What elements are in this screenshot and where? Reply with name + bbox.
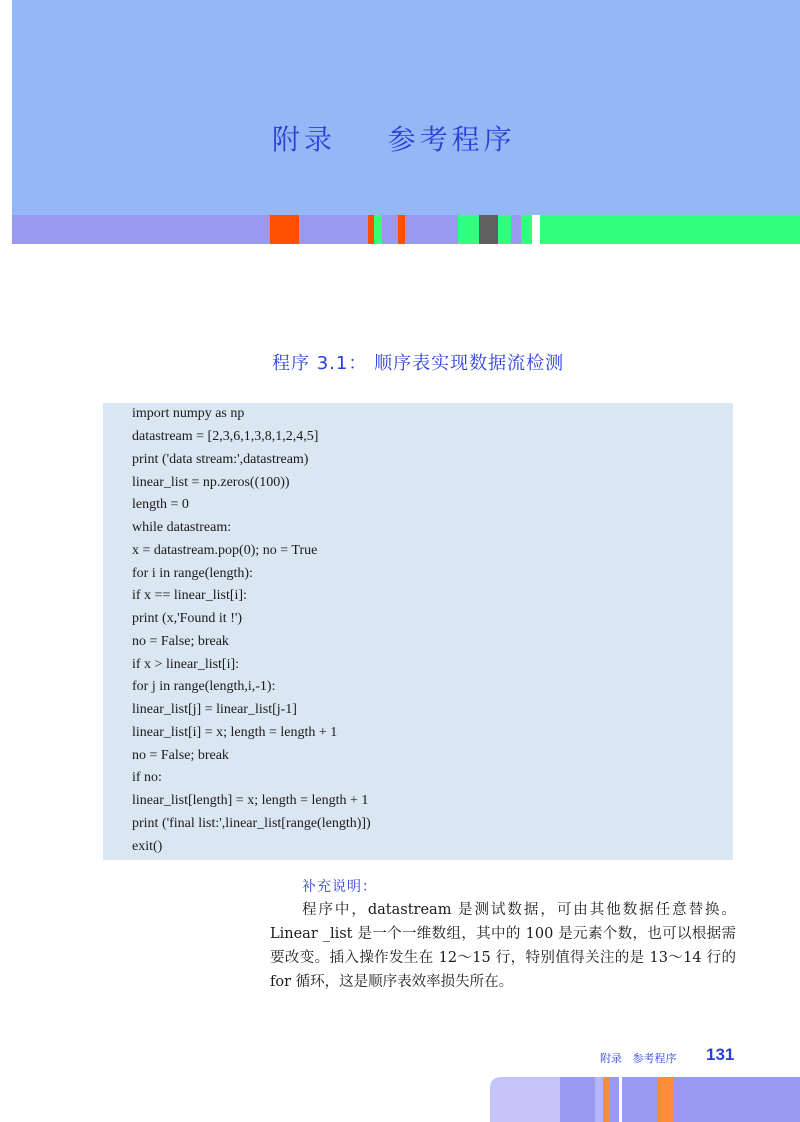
running-footer-label: 附录 参考程序 xyxy=(600,1052,677,1065)
stripe-segment xyxy=(299,215,368,244)
code-line: for i in range(length): xyxy=(118,566,253,581)
stripe-segment xyxy=(405,215,458,244)
stripe-segment xyxy=(382,215,398,244)
code-line: linear_list = np.zeros((100)) xyxy=(132,475,290,490)
stripe-segment xyxy=(540,215,800,244)
stripe-segment xyxy=(12,215,270,244)
footer-stripe-segment xyxy=(658,1077,674,1122)
footer-stripe-segment xyxy=(622,1077,658,1122)
code-line: length = 0 xyxy=(132,497,189,512)
code-line: while datastream: xyxy=(132,520,232,535)
stripe-segment xyxy=(532,215,540,244)
footer-stripe-segment xyxy=(560,1077,595,1122)
footer-stripe-segment xyxy=(674,1077,800,1122)
code-line: print ('final list:',linear_list[range(length)]) xyxy=(132,816,371,831)
code-line: datastream = [2,3,6,1,3,8,1,2,4,5] xyxy=(132,429,319,444)
code-line: print ('data stream:',datastream) xyxy=(132,452,309,467)
footer-stripe-segment xyxy=(609,1077,619,1122)
stripe-segment xyxy=(374,215,382,244)
footer-stripe-segment xyxy=(595,1077,603,1122)
code-line: if no: xyxy=(118,770,162,785)
stripe-segment xyxy=(270,215,299,244)
footer-stripe-segment xyxy=(490,1077,560,1122)
code-line: linear_list[j] = linear_list[j-1] xyxy=(76,702,297,717)
note-heading: 补充说明： xyxy=(302,879,377,895)
stripe-segment xyxy=(498,215,511,244)
stripe-segment xyxy=(479,215,498,244)
header-stripe-bar xyxy=(12,215,800,244)
code-line: if x == linear_list[i]: xyxy=(104,588,247,603)
code-line: print (x,'Found it !') xyxy=(90,611,243,626)
code-line: if x > linear_list[i]: xyxy=(104,657,240,672)
code-line: no = False; break xyxy=(90,634,229,649)
code-line: for j in range(length,i,-1): xyxy=(90,679,276,694)
stripe-segment xyxy=(511,215,521,244)
footer-stripe-bar xyxy=(490,1077,800,1122)
code-line: linear_list[i] = x; length = length + 1 xyxy=(90,725,338,740)
page-number: 131 xyxy=(706,1045,735,1064)
note-paragraph: 程序中，datastream 是测试数据，可由其他数据任意替换。Linear _list 是一个一维数组，其中的 100 是元素个数，也可以根据需要改变。插入操作发生在 12～15 行，特别值得关注的是 13～14 行的 for 循环，这是顺序表效率损失所在。 xyxy=(270,902,736,990)
code-line: linear_list[length] = x; length = length + 1 xyxy=(104,793,369,808)
chapter-title: 附录 参考程序 xyxy=(272,123,516,156)
header-band xyxy=(12,0,800,215)
stripe-segment xyxy=(458,215,479,244)
stripe-segment xyxy=(521,215,532,244)
stripe-segment xyxy=(398,215,405,244)
code-line: import numpy as np xyxy=(132,406,245,421)
program-title: 程序 3.1： 顺序表实现数据流检测 xyxy=(272,353,565,374)
code-line: no = False; break xyxy=(90,748,229,763)
code-line: x = datastream.pop(0); no = True xyxy=(118,543,318,558)
code-listing xyxy=(76,403,733,860)
code-line: exit() xyxy=(132,839,163,854)
